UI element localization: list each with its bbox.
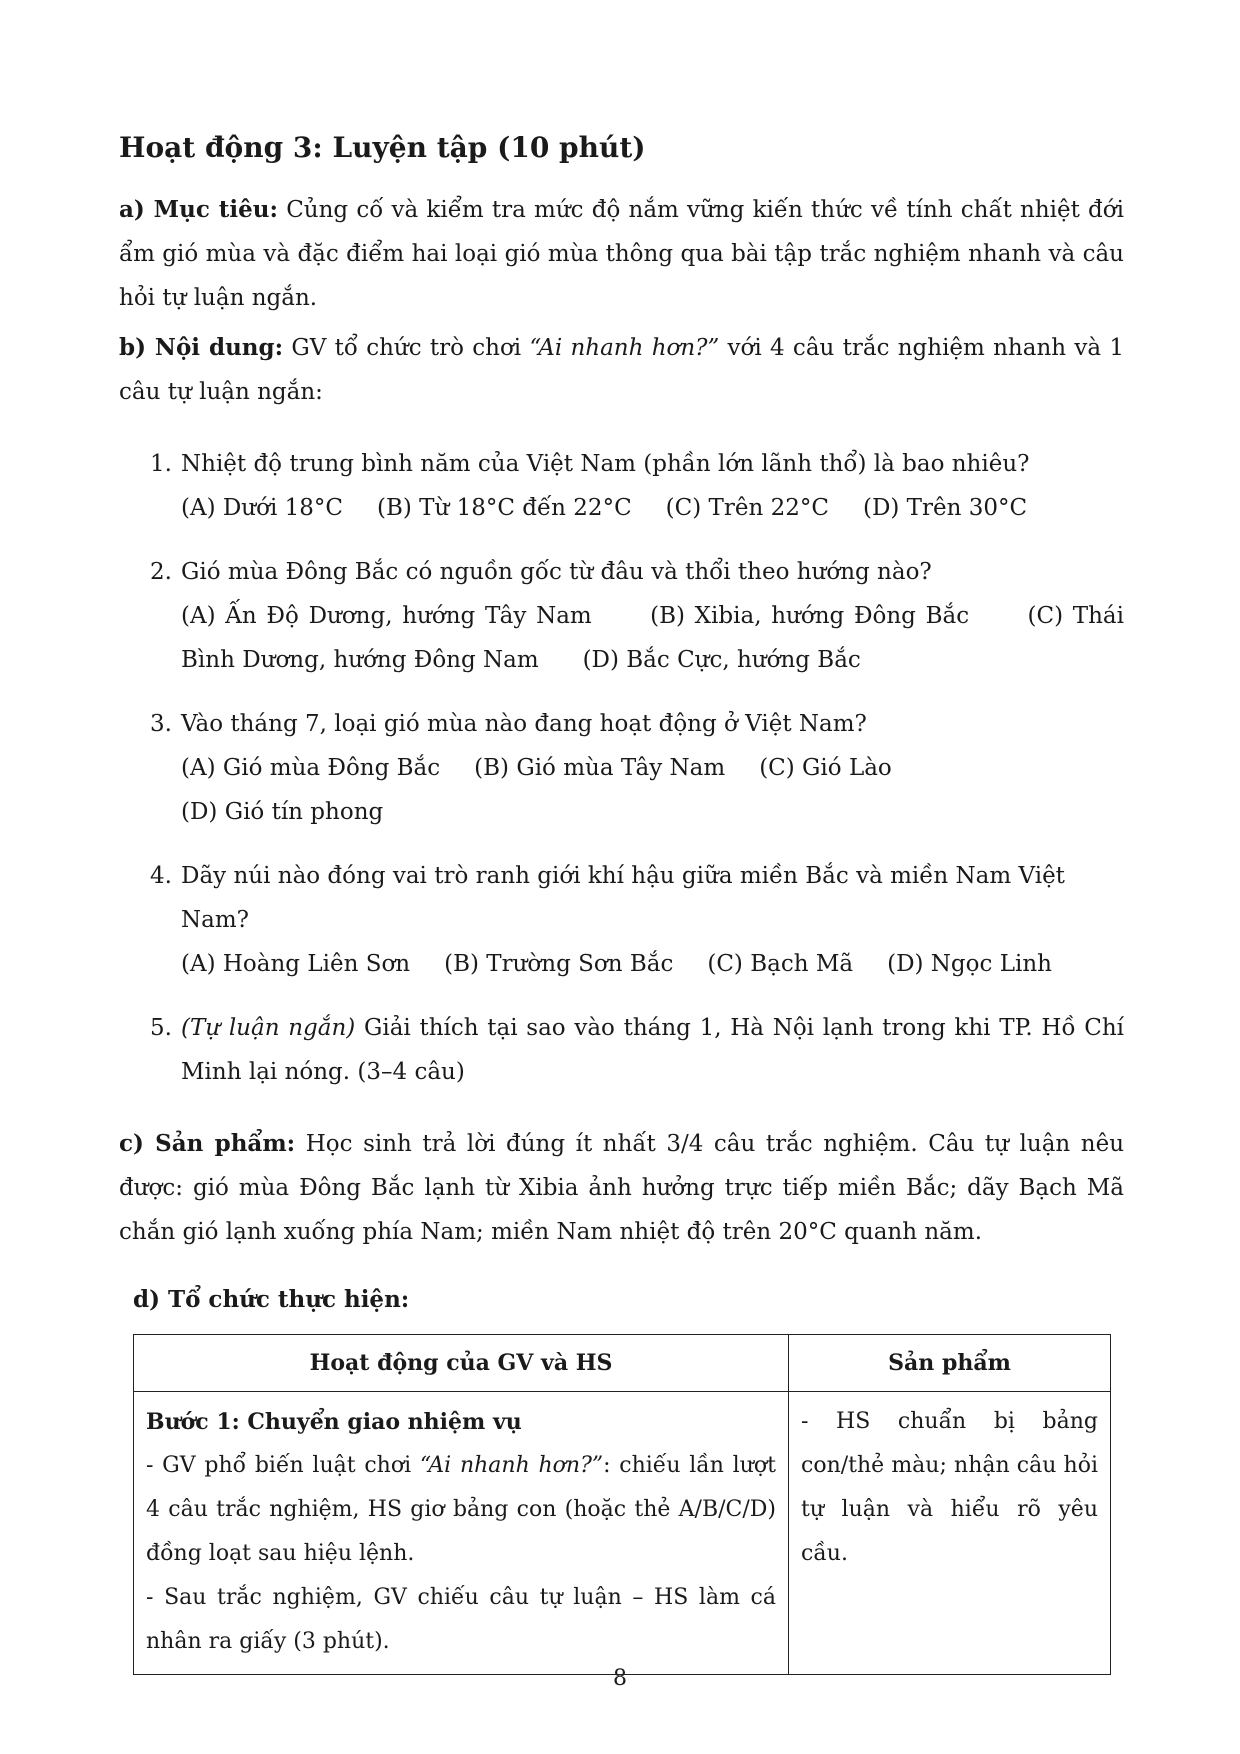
table-header: Sản phẩm <box>789 1335 1111 1392</box>
content-paragraph <box>119 326 1124 414</box>
question-number: 5. <box>150 1015 172 1041</box>
essay-tag: (Tự luận ngắn) <box>181 1015 356 1041</box>
question-item <box>119 702 1124 834</box>
option: (A) Gió mùa Đông Bắc <box>181 755 441 781</box>
organization-heading: d) Tổ chức thực hiện: <box>133 1286 410 1313</box>
question-item <box>119 854 1124 986</box>
step-line-pre: - GV phổ biến luật chơi <box>146 1453 420 1478</box>
step-line: - Sau trắc nghiệm, GV chiếu câu tự luận – HS làm cá nhân ra giấy (3 phút). <box>146 1585 776 1654</box>
option: (C) Thái Bình Dương, hướng Đông Nam <box>181 603 1124 673</box>
content-post: với 4 câu trắc nghiệm nhanh và 1 câu tự luận ngắn: <box>119 335 1124 405</box>
activity-heading: Hoạt động 3: Luyện tập (10 phút) <box>119 131 646 164</box>
question-text: Nhiệt độ trung bình năm của Việt Nam (phần lớn lãnh thổ) là bao nhiêu? <box>181 451 1030 477</box>
document-page <box>119 120 1124 1675</box>
question-item <box>119 442 1124 530</box>
objective-label: a) Mục tiêu: <box>119 196 278 223</box>
game-name: “Ai nhanh hơn?” <box>419 1453 604 1478</box>
essay-question: Giải thích tại sao vào tháng 1, Hà Nội lạnh trong khi TP. Hồ Chí Minh lại nóng. (3–4 câu) <box>181 1015 1124 1085</box>
question-text <box>181 1006 1124 1094</box>
game-name: “Ai nhanh hơn?” <box>529 335 720 361</box>
product-cell <box>789 1392 1111 1675</box>
question-item <box>119 1006 1124 1094</box>
option: (D) Trên 30°C <box>862 495 1028 521</box>
step-title: Bước 1: Chuyển giao nhiệm vụ <box>146 1409 522 1435</box>
activity-table <box>133 1334 1111 1675</box>
option: (D) Ngọc Linh <box>887 951 1052 977</box>
option: (B) Từ 18°C đến 22°C <box>377 495 632 521</box>
option: (A) Hoàng Liên Sơn <box>181 951 411 977</box>
option: (C) Gió Lào <box>759 755 892 781</box>
option: (B) Gió mùa Tây Nam <box>474 755 726 781</box>
option: (A) Dưới 18°C <box>181 495 343 521</box>
question-options <box>181 486 1124 530</box>
table-header: Hoạt động của GV và HS <box>134 1335 789 1392</box>
product-label: c) Sản phẩm: <box>119 1130 296 1157</box>
table-header-row <box>134 1335 1111 1392</box>
question-options <box>181 594 1124 682</box>
table-row <box>134 1392 1111 1675</box>
product-cell-text: - HS chuẩn bị bảng con/thẻ màu; nhận câu hỏi tự luận và hiểu rõ yêu cầu. <box>801 1409 1098 1566</box>
option: (B) Trường Sơn Bắc <box>444 951 674 977</box>
step-line <box>146 1444 776 1576</box>
page-number: 8 <box>613 1666 627 1691</box>
product-text: Học sinh trả lời đúng ít nhất 3/4 câu trắc nghiệm. Câu tự luận nêu được: gió mùa Đông Bắc lạnh từ Xibia ảnh hưởng trực tiếp miền Bắc; dãy Bạch Mã chắn gió lạnh xuống phía Nam; miền Nam nhiệt độ trên 20°C quanh năm. <box>119 1131 1125 1245</box>
question-text: Gió mùa Đông Bắc có nguồn gốc từ đâu và thổi theo hướng nào? <box>181 559 932 585</box>
question-number: 4. <box>150 863 172 889</box>
question-number: 3. <box>150 711 172 737</box>
product-paragraph <box>119 1122 1124 1254</box>
option: (C) Bạch Mã <box>707 951 854 977</box>
content-label: b) Nội dung: <box>119 334 284 361</box>
question-number: 1. <box>150 451 172 477</box>
question-text: Dãy núi nào đóng vai trò ranh giới khí hậu giữa miền Bắc và miền Nam Việt Nam? <box>181 863 1065 933</box>
objective-text: Củng cố và kiểm tra mức độ nắm vững kiến thức về tính chất nhiệt đới ẩm gió mùa và đặc điểm hai loại gió mùa thông qua bài tập trắc nghiệm nhanh và câu hỏi tự luận ngắn. <box>119 197 1124 311</box>
option: (C) Trên 22°C <box>665 495 829 521</box>
question-text: Vào tháng 7, loại gió mùa nào đang hoạt động ở Việt Nam? <box>181 711 867 737</box>
option: (B) Xibia, hướng Đông Bắc <box>650 603 970 629</box>
question-number: 2. <box>150 559 172 585</box>
option: (A) Ấn Độ Dương, hướng Tây Nam <box>181 603 592 629</box>
option: (D) Gió tín phong <box>181 799 384 825</box>
question-item <box>119 550 1124 682</box>
content-pre: GV tổ chức trò chơi <box>283 335 530 361</box>
question-options <box>181 942 1124 986</box>
objective-paragraph <box>119 188 1124 320</box>
question-list <box>119 442 1124 1094</box>
option: (D) Bắc Cực, hướng Bắc <box>582 647 861 673</box>
activity-cell <box>134 1392 789 1675</box>
step-line-post: : chiếu lần lượt 4 câu trắc nghiệm, HS giơ bảng con (hoặc thẻ A/B/C/D) đồng loạt sau hiệu lệnh. <box>146 1453 776 1566</box>
question-options <box>181 746 1124 834</box>
